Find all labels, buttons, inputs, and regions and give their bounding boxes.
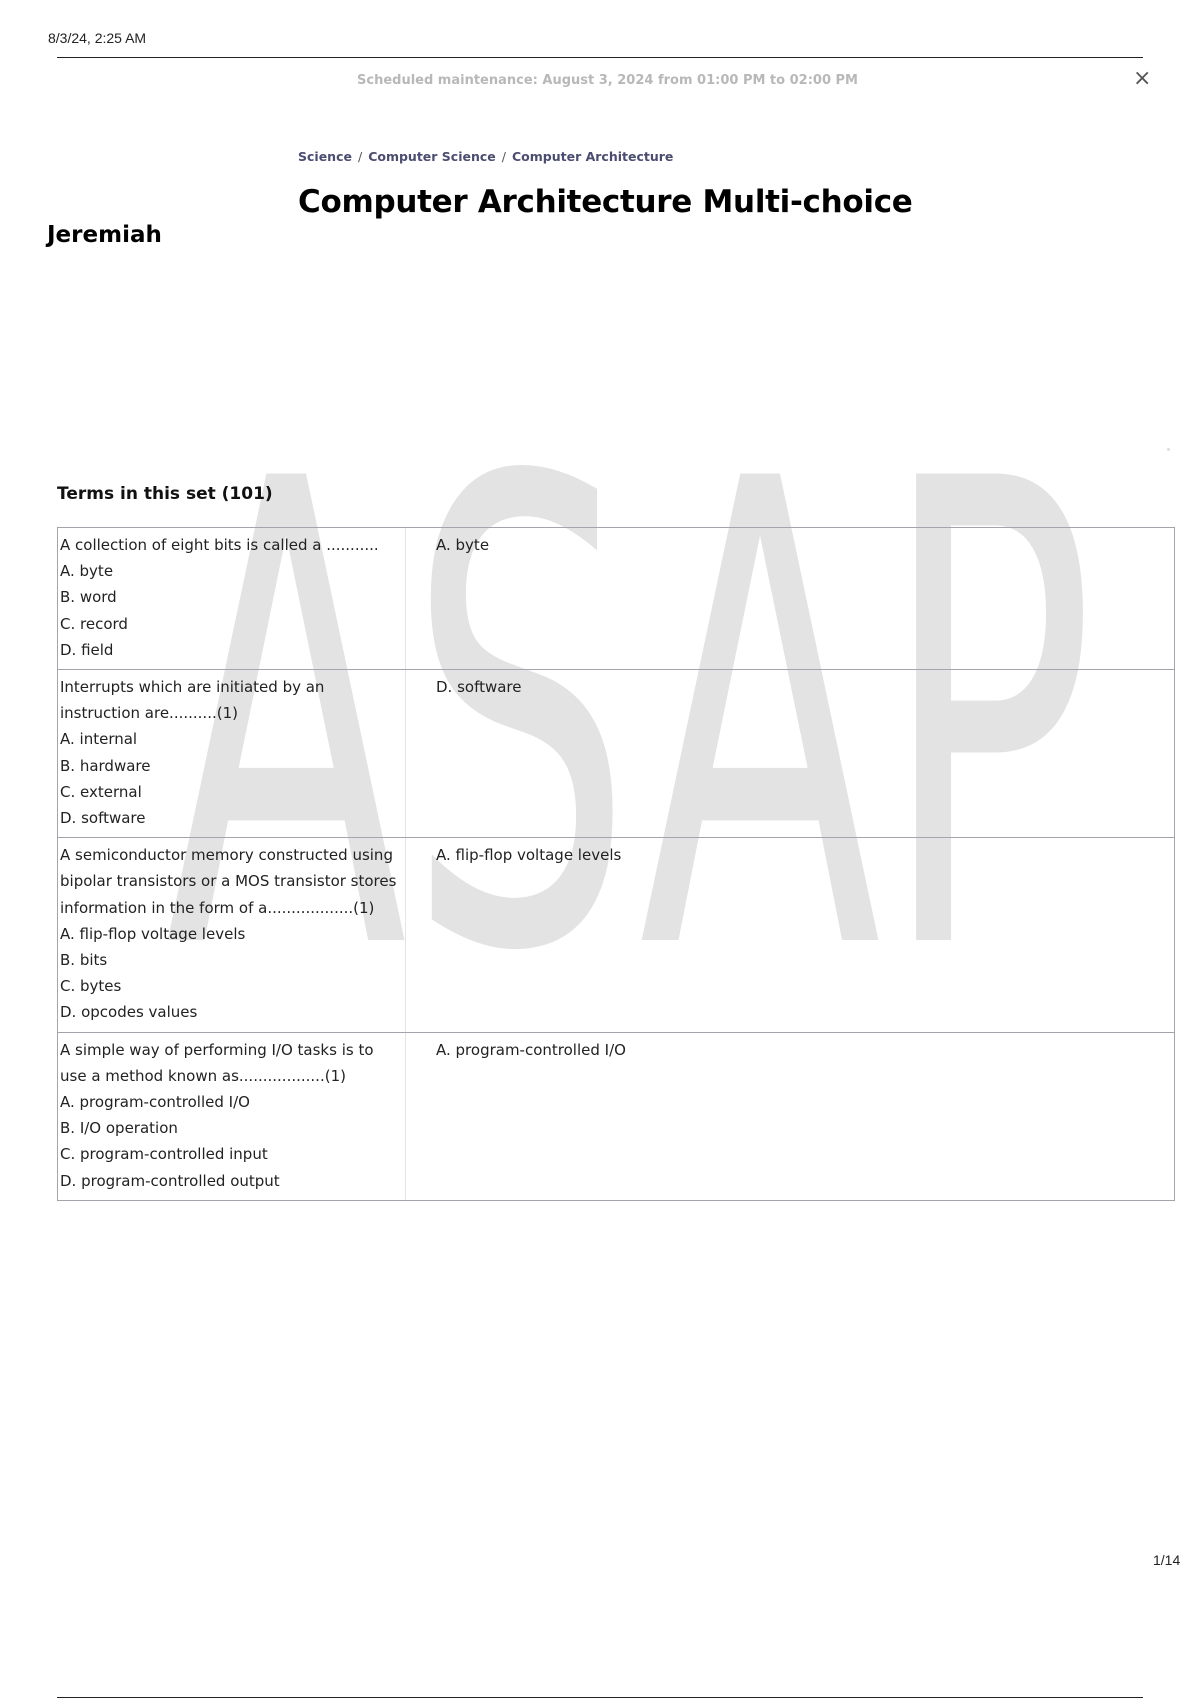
close-icon[interactable]: × bbox=[1133, 66, 1152, 91]
term-question bbox=[58, 1033, 406, 1200]
breadcrumb-separator: / bbox=[357, 149, 363, 164]
question-line: use a method known as..................(1) bbox=[60, 1066, 346, 1085]
question-line: Interrupts which are initiated by an bbox=[60, 678, 325, 697]
breadcrumb-item-science[interactable]: Science bbox=[298, 149, 352, 164]
option-line: A. byte bbox=[60, 562, 114, 581]
option-line: B. hardware bbox=[60, 756, 151, 775]
option-line: A. internal bbox=[60, 730, 138, 749]
question-line: A semiconductor memory constructed using bbox=[60, 846, 393, 865]
question-line: instruction are..........(1) bbox=[60, 704, 238, 723]
term-answer: D. software bbox=[436, 678, 522, 697]
maintenance-banner-text: Scheduled maintenance: August 3, 2024 from 01:00 PM to 02:00 PM bbox=[357, 73, 858, 88]
term-card[interactable] bbox=[57, 669, 1175, 837]
print-date: 8/3/24, 2:25 AM bbox=[48, 30, 147, 46]
page-title: Computer Architecture Multi-choice bbox=[298, 184, 913, 220]
option-line: D. software bbox=[60, 809, 146, 828]
term-card[interactable] bbox=[57, 527, 1175, 669]
option-line: C. program-controlled input bbox=[60, 1145, 268, 1164]
breadcrumb-item-computer-science[interactable]: Computer Science bbox=[368, 149, 496, 164]
term-answer: A. program-controlled I/O bbox=[436, 1040, 626, 1059]
option-line: B. word bbox=[60, 588, 117, 607]
terms-list bbox=[57, 527, 1175, 1201]
option-line: D. field bbox=[60, 640, 114, 659]
question-line: A collection of eight bits is called a ........... bbox=[60, 536, 379, 554]
option-line: A. program-controlled I/O bbox=[60, 1093, 250, 1112]
option-line: C. record bbox=[60, 614, 128, 633]
term-card[interactable] bbox=[57, 837, 1175, 1031]
term-question bbox=[58, 838, 406, 1031]
option-line: D. opcodes values bbox=[60, 1003, 198, 1022]
watermark-text: ASAP bbox=[165, 435, 1095, 965]
option-line: C. external bbox=[60, 782, 142, 801]
breadcrumb bbox=[298, 149, 673, 164]
option-line: B. bits bbox=[60, 951, 108, 970]
option-line: C. bytes bbox=[60, 977, 122, 996]
terms-heading: Terms in this set (101) bbox=[57, 484, 273, 504]
page-number: 1/14 bbox=[1153, 1552, 1181, 1568]
question-line: information in the form of a..................(1) bbox=[60, 898, 375, 917]
question-line: A simple way of performing I/O tasks is to bbox=[60, 1040, 374, 1059]
term-card[interactable] bbox=[57, 1032, 1175, 1201]
option-line: A. flip-flop voltage levels bbox=[60, 924, 246, 943]
author-name[interactable]: Jeremiah bbox=[47, 222, 162, 248]
decorative-dot bbox=[1167, 448, 1170, 451]
question-line: bipolar transistors or a MOS transistor stores bbox=[60, 872, 397, 891]
option-line: B. I/O operation bbox=[60, 1119, 178, 1138]
term-question bbox=[58, 670, 406, 837]
term-answer: A. byte bbox=[436, 536, 490, 554]
top-divider bbox=[57, 57, 1143, 58]
breadcrumb-item-computer-architecture[interactable]: Computer Architecture bbox=[511, 149, 674, 164]
term-answer: A. flip-flop voltage levels bbox=[436, 846, 622, 865]
term-question bbox=[58, 528, 406, 669]
bottom-divider bbox=[57, 1697, 1143, 1698]
option-line: D. program-controlled output bbox=[60, 1171, 280, 1190]
breadcrumb-separator: / bbox=[501, 149, 506, 164]
